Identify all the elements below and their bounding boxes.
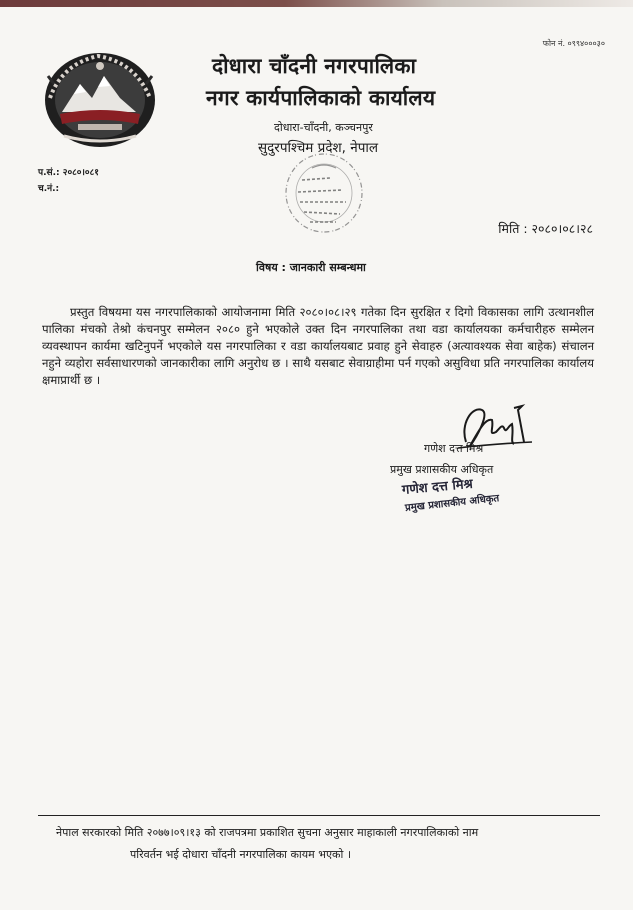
footer-divider xyxy=(38,815,600,816)
office-stamp-icon xyxy=(282,150,366,236)
footer-note-line-1: नेपाल सरकारको मिति २०७७।०९।१३ को राजपत्रमा प्रकाशित सुचना अनुसार माहाकाली नगरपालिकाको नाम xyxy=(56,826,479,839)
footer-note-line-2: परिवर्तन भई दोधारा चाँदनी नगरपालिका कायम भएको । xyxy=(130,848,352,861)
municipality-name: दोधारा चाँदनी नगरपालिका xyxy=(212,54,417,78)
letter-date: मिति : २०८०।०८।२८ xyxy=(498,221,593,236)
letter-subject: विषय : जानकारी सम्बन्धमा xyxy=(256,261,366,274)
seal-name: गणेश दत्त मिश्र xyxy=(401,476,474,498)
office-name: नगर कार्यपालिकाको कार्यालय xyxy=(206,86,436,110)
page-top-edge xyxy=(0,0,633,7)
province-name: सुदुरपश्चिम प्रदेश, नेपाल xyxy=(258,140,379,156)
dispatch-number: च.नं.: xyxy=(38,184,60,194)
signatory-title: प्रमुख प्रशासकीय अधिकृत xyxy=(390,463,494,476)
office-address: दोधारा-चाँदनी, कञ्चनपुर xyxy=(274,121,373,134)
nepal-emblem-icon xyxy=(40,46,160,150)
seal-title: प्रमुख प्रशासकीय अधिकृत xyxy=(404,493,500,514)
letter-body: प्रस्तुत विषयमा यस नगरपालिकाको आयोजनामा मिति २०८०।०८।२९ गतेका दिन सुरक्षित र दिगो विकासका लागि उत्थानशील पालिका मंचको तेश्रो कंचनपुर सम्मेलन २०८० हुने भएकोले उक्त दिन नगरपालिका तथा वडा कार्यालयका कर्मचारीहरु सम्मेलन व्यवस्थापन कार्यमा खटिनुपर्ने भएकोले यस नगरपालिका र वडा कार्यालयबाट प्रवाह हुने सेवाहरु (अत्यावश्यक सेवा बाहेक) संचालन नहुने व्यहोरा सर्वसाधारणको जानकारीका लागि अनुरोध छ । साथै यसबाट सेवाग्राहीमा पर्न गएको असुविधा प्रति नगरपालिका कार्यालय क्षमाप्रार्थी छ । xyxy=(42,305,594,387)
signatory-name: गणेश दत्त मिश्र xyxy=(424,442,484,455)
reference-number: प.सं.: २०८०।०८१ xyxy=(38,168,99,178)
phone-number: फोन नं. ०९९४०००३० xyxy=(542,39,605,48)
